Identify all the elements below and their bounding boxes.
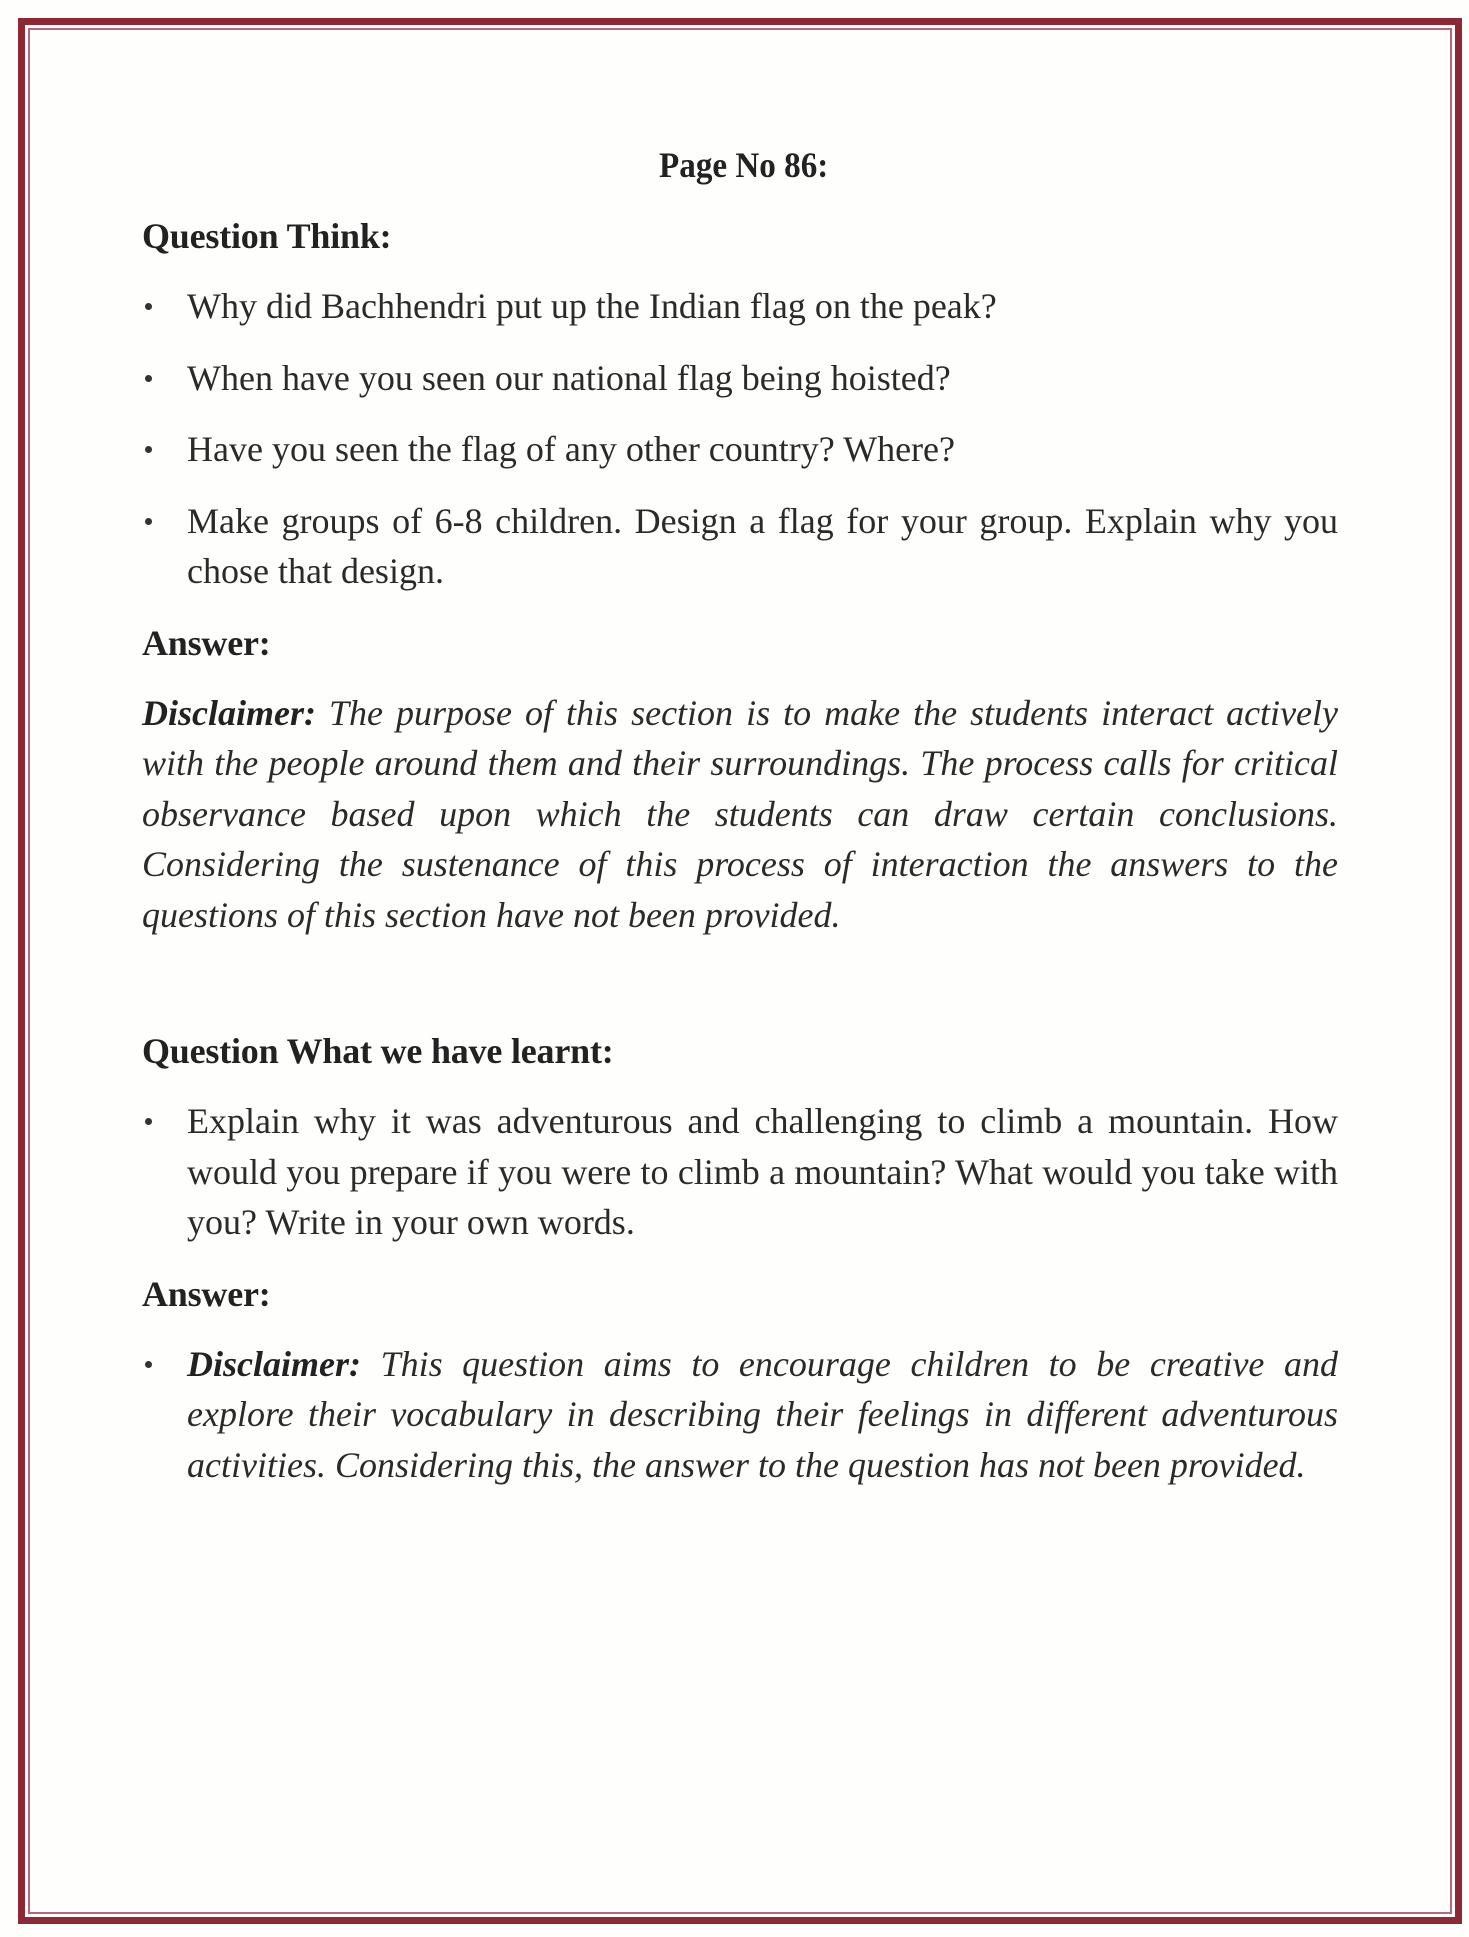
page-number-title: Page No 86:: [659, 145, 829, 185]
section-heading: Question Think:: [142, 216, 392, 256]
disclaimer-label: Disclaimer:: [142, 692, 316, 733]
section-heading: Question What we have learnt:: [142, 1031, 614, 1071]
answer-list: [142, 1339, 1338, 1491]
question-item: [142, 281, 1338, 332]
answer-heading: Answer:: [142, 1273, 271, 1314]
bullet-icon: [145, 518, 152, 525]
question-item: [142, 353, 1338, 404]
question-list: [142, 281, 1338, 597]
question-text: Explain why it was adventurous and challenging to climb a mountain. How would you prepare if you were to climb a mountain? What would you take with you? Write in your own words.: [187, 1101, 1338, 1242]
section-question-what-we-have-learnt: [142, 1026, 1338, 1490]
bullet-icon: [145, 1118, 152, 1125]
question-item: [142, 496, 1338, 597]
bullet-icon: [145, 446, 152, 453]
answer-item: [142, 1339, 1338, 1491]
question-text: When have you seen our national flag being hoisted?: [187, 357, 951, 398]
section-spacer: [142, 940, 1338, 1026]
bullet-icon: [145, 375, 152, 382]
bullet-icon: [145, 1361, 152, 1368]
section-question-think: [142, 211, 1338, 940]
question-text: Have you seen the flag of any other country? Where?: [187, 429, 956, 469]
answer-disclaimer: [142, 688, 1338, 941]
answer-heading: Answer:: [142, 622, 271, 663]
question-text: Make groups of 6-8 children. Design a flag for your group. Explain why you chose that design.: [187, 500, 1338, 591]
question-list: [142, 1096, 1338, 1248]
question-item: [142, 1096, 1338, 1248]
question-text: Why did Bachhendri put up the Indian flag on the peak?: [187, 286, 997, 326]
disclaimer-text: This question aims to encourage children to be creative and explore their vocabulary in describing their feelings in different adventurous activities. Considering this, the answer to the question has not been provided.: [187, 1343, 1338, 1485]
page-content: [142, 140, 1338, 1511]
question-item: [142, 424, 1338, 475]
bullet-icon: [145, 303, 152, 310]
disclaimer-label: Disclaimer:: [187, 1343, 361, 1384]
disclaimer-text: The purpose of this section is to make the students interact actively with the people around them and their surroundings. The process calls for critical observance based upon which the students can draw certain conclusions. Considering the sustenance of this process of interaction the answers to the questions of this section have not been provided.: [142, 692, 1338, 935]
